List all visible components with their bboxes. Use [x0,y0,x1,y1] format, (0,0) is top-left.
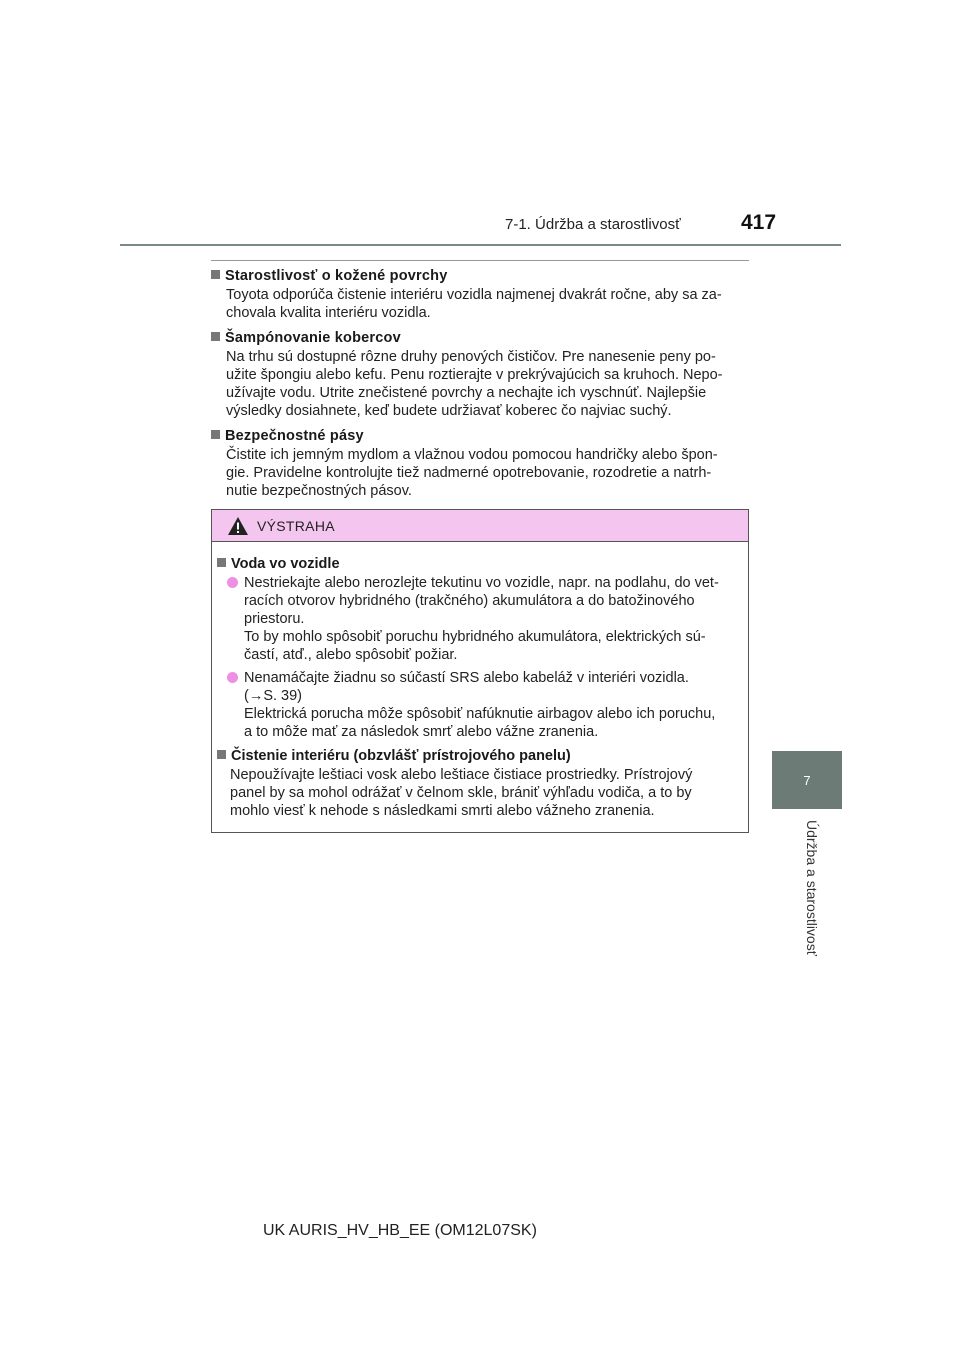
content-divider [211,260,749,261]
chapter-label: Údržba a starostlivosť [804,820,820,956]
pink-dot-icon [227,672,238,683]
warning-interior-cleaning [217,746,742,820]
square-bullet-icon [211,430,220,439]
warning-text: Nepoužívajte leštiaci vosk alebo leštiace čistiace prostriedky. Prístrojový panel by sa mohol odrážať v čelnom skle, brániť výhľadu vodiča, a to by mohlo viesť k nehode s následkami smrti alebo vážneho zranenia. [230,767,693,819]
square-bullet-icon [217,750,226,759]
warning-header [212,510,748,542]
pink-dot-icon [227,577,238,588]
warning-heading: VÝSTRAHA [257,517,335,534]
square-bullet-icon [211,332,220,341]
item-seat-belts [211,426,749,500]
document-code: UK AURIS_HV_HB_EE (OM12L07SK) [263,1222,537,1239]
chapter-number: 7 [803,772,811,788]
warning-box [211,509,749,833]
item-text: Čistite ich jemným mydlom a vlažnou vodou pomocou handričky alebo špon- gie. Pravidelne kontrolujte tiež nadmerné opotrebovanie, rozodretie a natrh- nutie bezpečnostných pásov. [226,447,718,499]
warning-bullet [227,669,742,741]
page-number: 417 [741,211,777,234]
header-divider [120,244,841,246]
item-title: Starostlivosť o kožené povrchy [211,266,749,286]
chapter-tab[interactable] [772,751,842,809]
section-title: 7-1. Údržba a starostlivosť [505,216,681,233]
square-bullet-icon [211,270,220,279]
content-section [211,266,749,506]
page-reference-link[interactable]: (→S. 39) [244,688,303,704]
warning-subtitle: Čistenie interiéru (obzvlášť prístrojového panelu) [217,746,742,766]
warning-water [217,554,742,741]
bullet-text: Nenamáčajte žiadnu so súčastí SRS alebo kabeláž v interiéri vozidla. (→S. 39) Elektrická porucha môže spôsobiť nafúknutie airbagov alebo ich poruchu, a to môže mať za následok smrť alebo vážne zranenia. [244,670,716,740]
warning-triangle-icon [227,516,249,536]
warning-bullet [227,574,742,664]
item-carpet-shampoo [211,328,749,420]
bullet-text: Nestriekajte alebo nerozlejte tekutinu vo vozidle, napr. na podlahu, do vet- racích otvorov hybridného (trakčného) akumulátora a do batožinového priestoru. To by mohlo spôsobiť poruchu hybridného akumulátora, elektrických sú- častí, atď., alebo spôsobiť požiar. [244,575,719,663]
item-text: Toyota odporúča čistenie interiéru vozidla najmenej dvakrát ročne, aby sa za- chovala kvalita interiéru vozidla. [226,287,722,321]
warning-subtitle: Voda vo vozidle [217,554,742,574]
warning-body [212,542,748,820]
item-text: Na trhu sú dostupné rôzne druhy penových čističov. Pre nanesenie peny po- užite špongiu alebo kefu. Penu roztierajte v prekrývajúcich sa kruhoch. Nepo- užívajte vodu. Utrite znečistené povrchy a nechajte ich vyschnúť. Najlepšie výsledky dosiahnete, keď budete udržiavať koberec čo najviac suchý. [226,349,723,419]
item-title: Šampónovanie kobercov [211,328,749,348]
item-title: Bezpečnostné pásy [211,426,749,446]
square-bullet-icon [217,558,226,567]
item-leather-care [211,266,749,322]
